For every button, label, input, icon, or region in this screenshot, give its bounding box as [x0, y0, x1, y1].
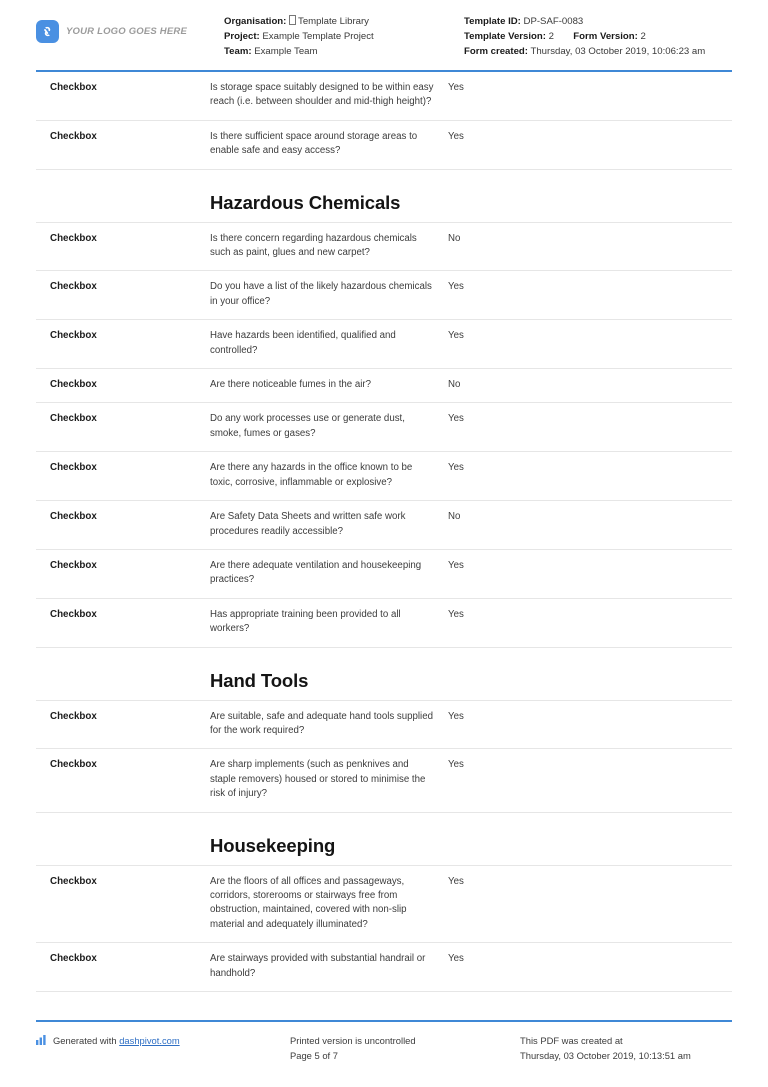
- answer-value: Yes: [448, 875, 464, 887]
- team-value: Example Team: [254, 46, 318, 58]
- form-version-label: Form Version:: [573, 31, 638, 43]
- question-text: Are there any hazards in the office known to be toxic, corrosive, inflammable or explosive?: [210, 462, 413, 488]
- footer-divider: [36, 1020, 732, 1022]
- question-text: Are there noticeable fumes in the air?: [210, 379, 372, 391]
- field-type-label: Checkbox: [50, 232, 97, 244]
- answer-value: Yes: [448, 82, 464, 93]
- print-notice: Printed version is uncontrolled: [290, 1035, 416, 1046]
- bar-chart-icon: [36, 1035, 47, 1045]
- question-text: Are Safety Data Sheets and written safe work procedures readily accessible?: [210, 511, 406, 537]
- team-line: [224, 44, 464, 59]
- table-row: [36, 550, 732, 599]
- pdf-created-value: Thursday, 03 October 2019, 10:13:51 am: [520, 1049, 691, 1061]
- field-type-label: Checkbox: [50, 462, 97, 474]
- field-type-label: Checkbox: [50, 710, 97, 722]
- organisation-value: Template Library: [298, 16, 369, 27]
- table-row: [36, 452, 732, 501]
- document-header: [36, 0, 732, 66]
- checklist-table: [36, 72, 732, 992]
- table-row: [36, 121, 732, 170]
- field-type-label: Checkbox: [50, 413, 97, 425]
- logo-block: [36, 14, 224, 43]
- table-row: [36, 866, 732, 944]
- field-type-label: Checkbox: [50, 330, 97, 342]
- answer-value: Yes: [448, 130, 464, 142]
- field-type-label: Checkbox: [50, 130, 97, 142]
- project-label: Project:: [224, 31, 260, 43]
- field-type-label: Checkbox: [50, 379, 97, 391]
- answer-value: Yes: [448, 281, 464, 293]
- version-line: [464, 29, 732, 44]
- table-row: [36, 701, 732, 750]
- table-row: [36, 369, 732, 403]
- field-type-label: Checkbox: [50, 953, 97, 965]
- dashpivot-link[interactable]: dashpivot.com: [119, 1035, 180, 1046]
- question-text: Have hazards been identified, qualified and controlled?: [210, 330, 396, 356]
- answer-value: Yes: [448, 559, 464, 571]
- template-id-value: DP-SAF-0083: [523, 16, 584, 27]
- table-row: [36, 943, 732, 992]
- form-created-value: Thursday, 03 October 2019, 10:06:23 am: [530, 46, 706, 58]
- table-row: [36, 749, 732, 812]
- team-label: Team:: [224, 46, 252, 58]
- form-created-line: [464, 44, 732, 59]
- header-template-block: [464, 14, 732, 60]
- organisation-line: [224, 14, 464, 29]
- page-number: Page 5 of 7: [290, 1049, 338, 1061]
- project-line: [224, 29, 464, 44]
- question-text: Is there concern regarding hazardous chemicals such as paint, glues and new carpet?: [210, 232, 417, 259]
- question-text: Is there sufficient space around storage areas to enable safe and easy access?: [210, 130, 418, 157]
- document-footer: [36, 1020, 732, 1063]
- question-text: Do any work processes use or generate dust, smoke, fumes or gases?: [210, 413, 405, 439]
- answer-value: Yes: [448, 710, 464, 722]
- section-header-row: [36, 648, 732, 701]
- table-row: [36, 72, 732, 121]
- answer-value: Yes: [448, 759, 464, 771]
- logo-placeholder-text: YOUR LOGO GOES HERE: [66, 26, 187, 37]
- answer-value: Yes: [448, 953, 464, 965]
- question-text: Are the floors of all offices and passageways, corridors, storerooms or stairways free from obstruction, maintained, covered with non-slip material and adequately illuminated?: [210, 875, 407, 930]
- footer-created-block: [520, 1034, 732, 1063]
- dashpivot-logo-icon: [36, 20, 59, 43]
- question-text: Are there adequate ventilation and housekeeping practices?: [210, 559, 422, 586]
- section-title: Hazardous Chemicals: [210, 191, 401, 213]
- field-type-label: Checkbox: [50, 608, 97, 620]
- table-row: [36, 223, 732, 272]
- missing-glyph-icon: [289, 15, 296, 25]
- template-version-value: 2: [548, 31, 554, 43]
- table-row: [36, 320, 732, 369]
- answer-value: Yes: [448, 413, 464, 425]
- template-id-line: [464, 14, 732, 29]
- field-type-label: Checkbox: [50, 281, 97, 293]
- field-type-label: Checkbox: [50, 559, 97, 571]
- table-row: [36, 599, 732, 648]
- section-header-row: [36, 813, 732, 866]
- table-row: [36, 271, 732, 320]
- template-id-label: Template ID:: [464, 16, 521, 27]
- organisation-label: Organisation:: [224, 16, 287, 27]
- answer-value: Yes: [448, 462, 464, 474]
- header-organisation-block: [224, 14, 464, 60]
- question-text: Are stairways provided with substantial handrail or handhold?: [210, 953, 426, 979]
- section-title: Hand Tools: [210, 669, 309, 691]
- template-version-label: Template Version:: [464, 31, 546, 43]
- pdf-created-label: This PDF was created at: [520, 1035, 623, 1046]
- answer-value: No: [448, 379, 461, 391]
- field-type-label: Checkbox: [50, 875, 97, 887]
- section-title: Housekeeping: [210, 834, 336, 856]
- question-text: Are sharp implements (such as penknives and staple removers) housed or stored to minimise the risk of injury?: [210, 759, 426, 800]
- table-row: [36, 403, 732, 452]
- answer-value: Yes: [448, 330, 464, 342]
- question-text: Is storage space suitably designed to be within easy reach (i.e. between shoulder and mid-thigh height)?: [210, 82, 434, 108]
- table-row: [36, 501, 732, 550]
- footer-generated-prefix: Generated with: [53, 1035, 117, 1046]
- project-value: Example Template Project: [262, 31, 374, 43]
- field-type-label: Checkbox: [50, 82, 97, 93]
- form-created-label: Form created:: [464, 46, 528, 58]
- footer-generated-text: [53, 1034, 180, 1049]
- footer-print-block: [290, 1034, 520, 1063]
- answer-value: Yes: [448, 608, 464, 620]
- question-text: Do you have a list of the likely hazardous chemicals in your office?: [210, 281, 432, 307]
- footer-generated-block: [36, 1034, 290, 1049]
- question-text: Has appropriate training been provided to all workers?: [210, 608, 401, 635]
- question-text: Are suitable, safe and adequate hand tools supplied for the work required?: [210, 710, 433, 736]
- answer-value: No: [448, 511, 461, 523]
- field-type-label: Checkbox: [50, 511, 97, 523]
- form-version-value: 2: [640, 31, 646, 43]
- field-type-label: Checkbox: [50, 759, 97, 771]
- answer-value: No: [448, 232, 461, 244]
- section-header-row: [36, 170, 732, 223]
